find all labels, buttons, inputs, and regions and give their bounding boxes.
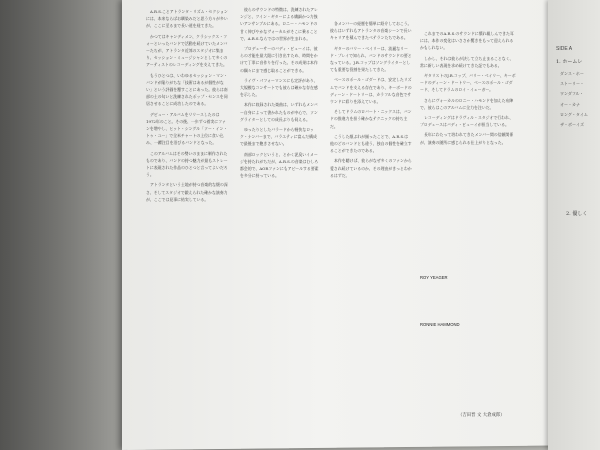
author-credit: （吉田晋 文 大倉成郎） bbox=[458, 413, 505, 418]
paragraph: デビュー・アルバムをリリースしたのは1972年のこと。その後、一歩ずつ着実にファンを増やし、ヒット・シングル「ソー・イン・トゥ・ユー」で全米チャートの上位に食い込み、一躍注目を浴びるバンドとなった。 bbox=[146, 111, 228, 146]
paragraph: 本作に収録された楽曲は、いずれもメンバー自身によって書かれたものが中心で、ソングライターとしての成長ぶりも伺える。 bbox=[240, 102, 318, 122]
paragraph: 各メンバーの経歴を簡単に紹介しておこう。彼らはいずれもアトランタの音楽シーンで長いキャリアを積んできたベテランたちである。 bbox=[330, 21, 412, 41]
paragraph: さらにヴォーカルのロニー・ハモンドを加えた布陣で、彼らはこのアルバムに全力を注いだ。 bbox=[420, 97, 514, 110]
text-column-4 bbox=[420, 30, 516, 450]
track-title-1: 1. ホームレ bbox=[556, 59, 583, 65]
paragraph: ベースのポール・ゴダードは、安定したリズムでバンドを支える存在であり、キーボードのディーン・ドートリーは、カラフルな音色でサウンドに彩りを添えている。 bbox=[330, 77, 412, 105]
paragraph: これまでのA.R.S.のサウンドに慣れ親しんできた耳には、本作の変化はいささか驚きをもって迎えられるかもしれない。 bbox=[420, 31, 514, 51]
paragraph: そしてドラムのロバート・ニックスは、バンドの推進力を担う確かなテクニックの持ち主だ。 bbox=[330, 109, 412, 129]
paragraph: ゆったりとしたバラードから軽快なロック・ナンバーまで、バラエティに富んだ構成で最後まで飽きさせない。 bbox=[240, 127, 317, 147]
track-title-2: 2. 優しく bbox=[566, 211, 588, 217]
member-name-roy: ROY YEAGER bbox=[420, 275, 448, 280]
paragraph: かつてはキャンディメン、クラシックス・フォーといったバンドで活動を続けていたメンバーたちが、アトランタ近郊のスタジオに集まり、セッション・ミュージシャンとして多くのアーティストのレコーディングを支えてきた。 bbox=[146, 33, 228, 68]
paragraph: 彼らのサウンドの特徴は、洗練されたアレンジと、ツイン・ギターによる繊細かつ力強いアンサンブルにある。ロニー・ハモンドの甘く伸びやかなヴォーカルがそこに乗ることで、A.R.S.ならではの世界が生まれる。 bbox=[240, 7, 318, 41]
background-shadow bbox=[0, 0, 122, 450]
paragraph: アトランタという土地が持つ音楽的な懐の深さ、そしてスタジオで鍛えられた確かな演奏力が、ここでは見事に結実している。 bbox=[146, 182, 228, 202]
paragraph: レコーディングはドラヴィル・スタジオで行われ、プロデュースはバディ・ビューイが担当している。 bbox=[420, 115, 514, 128]
track-item: ワンダフル・ bbox=[560, 91, 584, 97]
paragraph: このアルバムはその勢いのままに制作されたものであり、バンドの持つ魅力が最もストレートに表現された作品のひとつと言ってよいだろう。 bbox=[146, 150, 228, 178]
side-label: SIDE A bbox=[556, 46, 573, 52]
paragraph: ライヴ・パフォーマンスにも定評があり、大規模なコンサートでも彼らは確かな存在感を示した。 bbox=[240, 77, 318, 98]
paragraph: 南部ロックというと、とかく泥臭いイメージを持たれがちだが、A.R.S.の音楽はむしろ都会的で、AORファンにもアピールする要素を多分に持っている。 bbox=[240, 151, 319, 179]
paragraph: ギターのバリー・ベイリーは、流麗なリード・プレイで知られ、バンドのサウンドの要となっている。J.R.コッブはソングライターとしても重要な役割を果たしてきた。 bbox=[330, 45, 412, 73]
track-item: ザ・ボーイズ bbox=[560, 122, 584, 128]
paragraph: こうした顔ぶれが揃ったことで、A.R.S.は他のどのバンドとも違う、独自の個性を確立することができたのである。 bbox=[330, 133, 412, 154]
track-item: ダンス・ホー bbox=[560, 71, 584, 76]
text-column-3 bbox=[330, 20, 412, 450]
track-list bbox=[556, 70, 600, 450]
member-name-ronnie: RONNIE HAMMOND bbox=[420, 322, 460, 327]
track-item: ロング・タイム bbox=[560, 111, 588, 117]
text-column-1 bbox=[146, 8, 228, 450]
paragraph: 長年にわたって培われてきたメンバー間の信頼関係が、演奏の随所に感じられる仕上がりとなった。 bbox=[420, 132, 514, 145]
text-column-2 bbox=[240, 6, 320, 450]
paragraph: しかし、それは彼らが決して立ち止まることなく、常に新しい表現を求め続けてきた証でもある。 bbox=[420, 55, 514, 68]
paragraph: もうひとつは、いわゆるセッション・マン・バンドが陥りがちな「技術はあるが個性がない」という評価を覆すことにあった。彼らは南部の土の匂いと洗練されたポップ・センスを同居させることに成功したのである。 bbox=[146, 72, 228, 107]
paragraph: 本作を聴けば、彼らがなぜ多くのファンから愛され続けているのか、その理由がきっとわかるはずだ。 bbox=[330, 158, 412, 178]
track-item: オー・カナ bbox=[560, 101, 580, 107]
track-item: ストーリー・ bbox=[560, 81, 584, 87]
paragraph: A.R.S.ことアトランタ・リズム・セクションには、本来ならばお馴染みだと思う方々が多いが、ここに至るまで長い道を経てきた。 bbox=[146, 9, 228, 29]
paragraph: プロデューサーのバディ・ビューイは、彼らの才能を最大限に引き出すため、時間をかけて丁寧に音作りを行った。その成果は本作の隅々にまで感じ取ることができる。 bbox=[240, 46, 318, 73]
paragraph: ギタリストのJ.R.コッブ、バリー・ベイリー、キーボードのディーン・ドートリー、ベースのポール・ゴダード、そしてドラムのロイ・イェーガー。 bbox=[420, 73, 516, 93]
